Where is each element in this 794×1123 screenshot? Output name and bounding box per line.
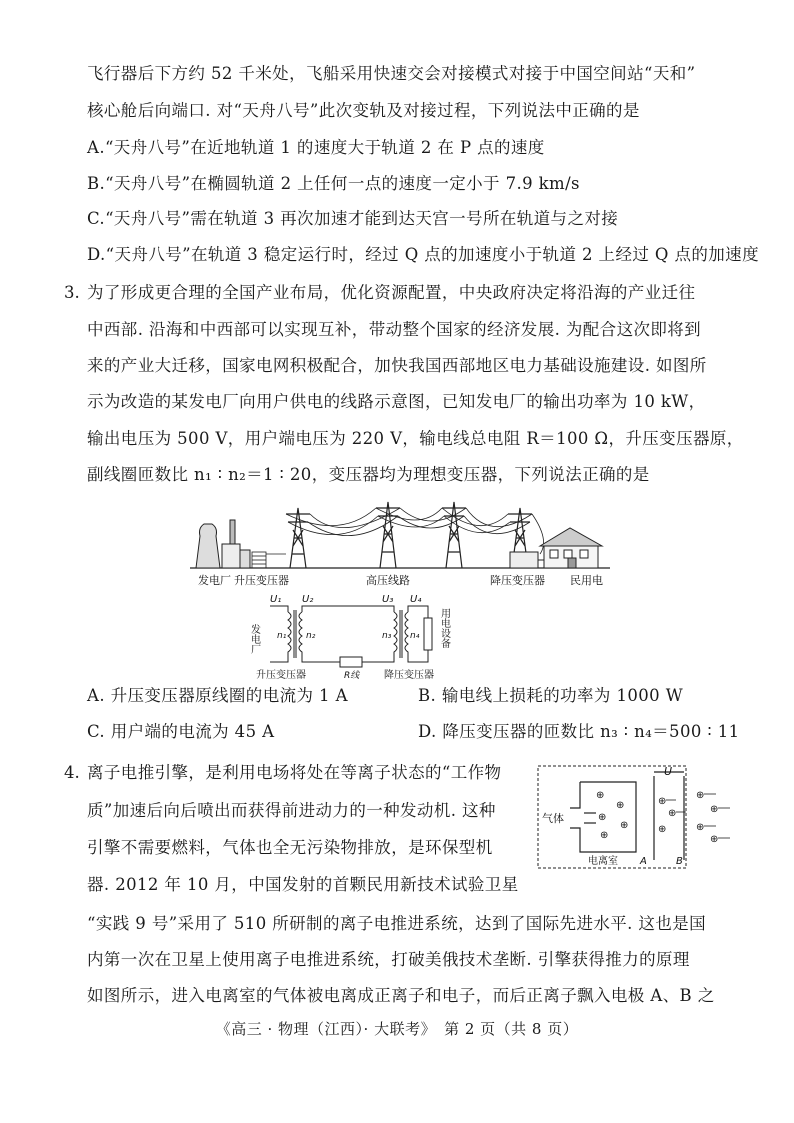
q3-option-c: C. 用户端的电流为 45 A [87, 722, 275, 741]
page-footer: 《高三 · 物理（江西）· 大联考》 第 2 页（共 8 页） [215, 1020, 579, 1038]
q3-line-3: 来的产业大迁移，国家电网积极配合，加快我国西部地区电力基础设施建设. 如图所 [87, 356, 707, 375]
label-gas: 气体 [542, 812, 564, 825]
label-n1: n₁ [277, 631, 287, 641]
label-u4: U₄ [410, 594, 422, 605]
label-n2: n₂ [306, 631, 316, 641]
label-device: 用电设备 [438, 608, 450, 648]
power-line-illustration [190, 500, 620, 588]
svg-text:⊕: ⊕ [600, 830, 609, 841]
label-u: U [664, 765, 673, 778]
q3-option-a: A. 升压变压器原线圈的电流为 1 A [87, 686, 348, 705]
label-b: B [676, 856, 683, 867]
q3-number: 3. [64, 283, 80, 302]
q3-line-5: 输出电压为 500 V，用户端电压为 220 V，输电线总电阻 R＝100 Ω，升压变压器原， [87, 429, 744, 448]
label-step-up-transformer: 升压变压器 [256, 670, 306, 681]
q4-line-2: 质”加速后向后喷出而获得前进动力的一种发动机. 这种 [87, 801, 496, 820]
label-chamber: 电离室 [588, 856, 618, 867]
q2-option-a: A.“天舟八号”在近地轨道 1 的速度大于轨道 2 在 P 点的速度 [87, 138, 545, 157]
q3-line-4: 示为改造的某发电厂向用户供电的线路示意图，已知发电厂的输出功率为 10 kW， [87, 392, 706, 411]
q3-line-2: 中西部. 沿海和中西部可以实现互补，带动整个国家的经济发展. 为配合这次即将到 [87, 320, 702, 339]
label-u1: U₁ [270, 594, 282, 605]
label-u3: U₃ [382, 594, 394, 605]
svg-text:⊕: ⊕ [658, 796, 667, 807]
q4-line-1: 离子电推引擎，是利用电场将处在等离子状态的“工作物 [87, 763, 502, 782]
q4-line-7: 如图所示，进入电离室的气体被电离成正离子和电子，而后正离子飘入电极 A、B 之 [87, 986, 715, 1005]
label-residential: 民用电 [570, 574, 603, 587]
svg-text:⊕: ⊕ [668, 808, 677, 819]
q3-line-6: 副线圈匝数比 n₁ ∶ n₂＝1 ∶ 20，变压器均为理想变压器，下列说法正确的是 [87, 465, 650, 484]
label-step-down: 降压变压器 [490, 574, 545, 587]
q3-option-d: D. 降压变压器的匝数比 n₃ ∶ n₄＝500 ∶ 11 [418, 722, 740, 741]
q2-line-1: 飞行器后下方约 52 千米处，飞船采用快速交会对接模式对接于中国空间站“天和” [87, 64, 696, 83]
q4-number: 4. [64, 763, 80, 782]
svg-text:⊕: ⊕ [616, 800, 625, 811]
label-n3: n₃ [382, 631, 392, 641]
svg-text:⊕: ⊕ [696, 822, 705, 833]
q3-line-1: 为了形成更合理的全国产业布局，优化资源配置，中央政府决定将沿海的产业迁往 [87, 283, 696, 302]
ion-thruster-figure [536, 764, 736, 872]
q2-option-b: B.“天舟八号”在椭圆轨道 2 上任何一点的速度一定小于 7.9 km/s [87, 174, 580, 193]
label-n4: n₄ [410, 631, 420, 641]
svg-text:⊕: ⊕ [696, 790, 705, 801]
label-power-plant: 发电厂 [198, 574, 231, 587]
circuit-diagram [248, 590, 463, 682]
label-step-down-transformer: 降压变压器 [384, 670, 434, 681]
q4-line-5: “实践 9 号”采用了 510 所研制的离子电推进系统，达到了国际先进水平. 这也是国 [87, 914, 707, 933]
svg-text:⊕: ⊕ [596, 790, 605, 801]
q4-line-6: 内第一次在卫星上使用离子电推进系统，打破美俄技术垄断. 引擎获得推力的原理 [87, 950, 690, 969]
q2-option-c: C.“天舟八号”需在轨道 3 再次加速才能到达天宫一号所在轨道与之对接 [87, 209, 619, 228]
q2-line-2: 核心舱后向端口. 对“天舟八号”此次变轨及对接过程，下列说法中正确的是 [87, 101, 640, 120]
svg-text:⊕: ⊕ [598, 812, 607, 823]
label-high-voltage-line: 高压线路 [366, 574, 410, 587]
q4-line-3: 引擎不需要燃料，气体也全无污染物排放，是环保型机 [87, 838, 493, 857]
svg-text:⊕: ⊕ [710, 804, 719, 815]
svg-text:⊕: ⊕ [620, 820, 629, 831]
label-r-line: R线 [344, 671, 360, 681]
label-a: A [640, 856, 647, 867]
q2-option-d: D.“天舟八号”在轨道 3 稳定运行时，经过 Q 点的加速度小于轨道 2 上经过 Q 点的加速度 [87, 245, 759, 264]
label-step-up: 升压变压器 [234, 574, 289, 587]
label-plant: 发电厂 [248, 624, 260, 654]
q4-line-4: 器. 2012 年 10 月，中国发射的首颗民用新技术试验卫星 [87, 875, 519, 894]
q3-option-b: B. 输电线上损耗的功率为 1000 W [418, 686, 684, 705]
svg-text:⊕: ⊕ [710, 834, 719, 845]
svg-text:⊕: ⊕ [658, 824, 667, 835]
label-u2: U₂ [302, 594, 314, 605]
